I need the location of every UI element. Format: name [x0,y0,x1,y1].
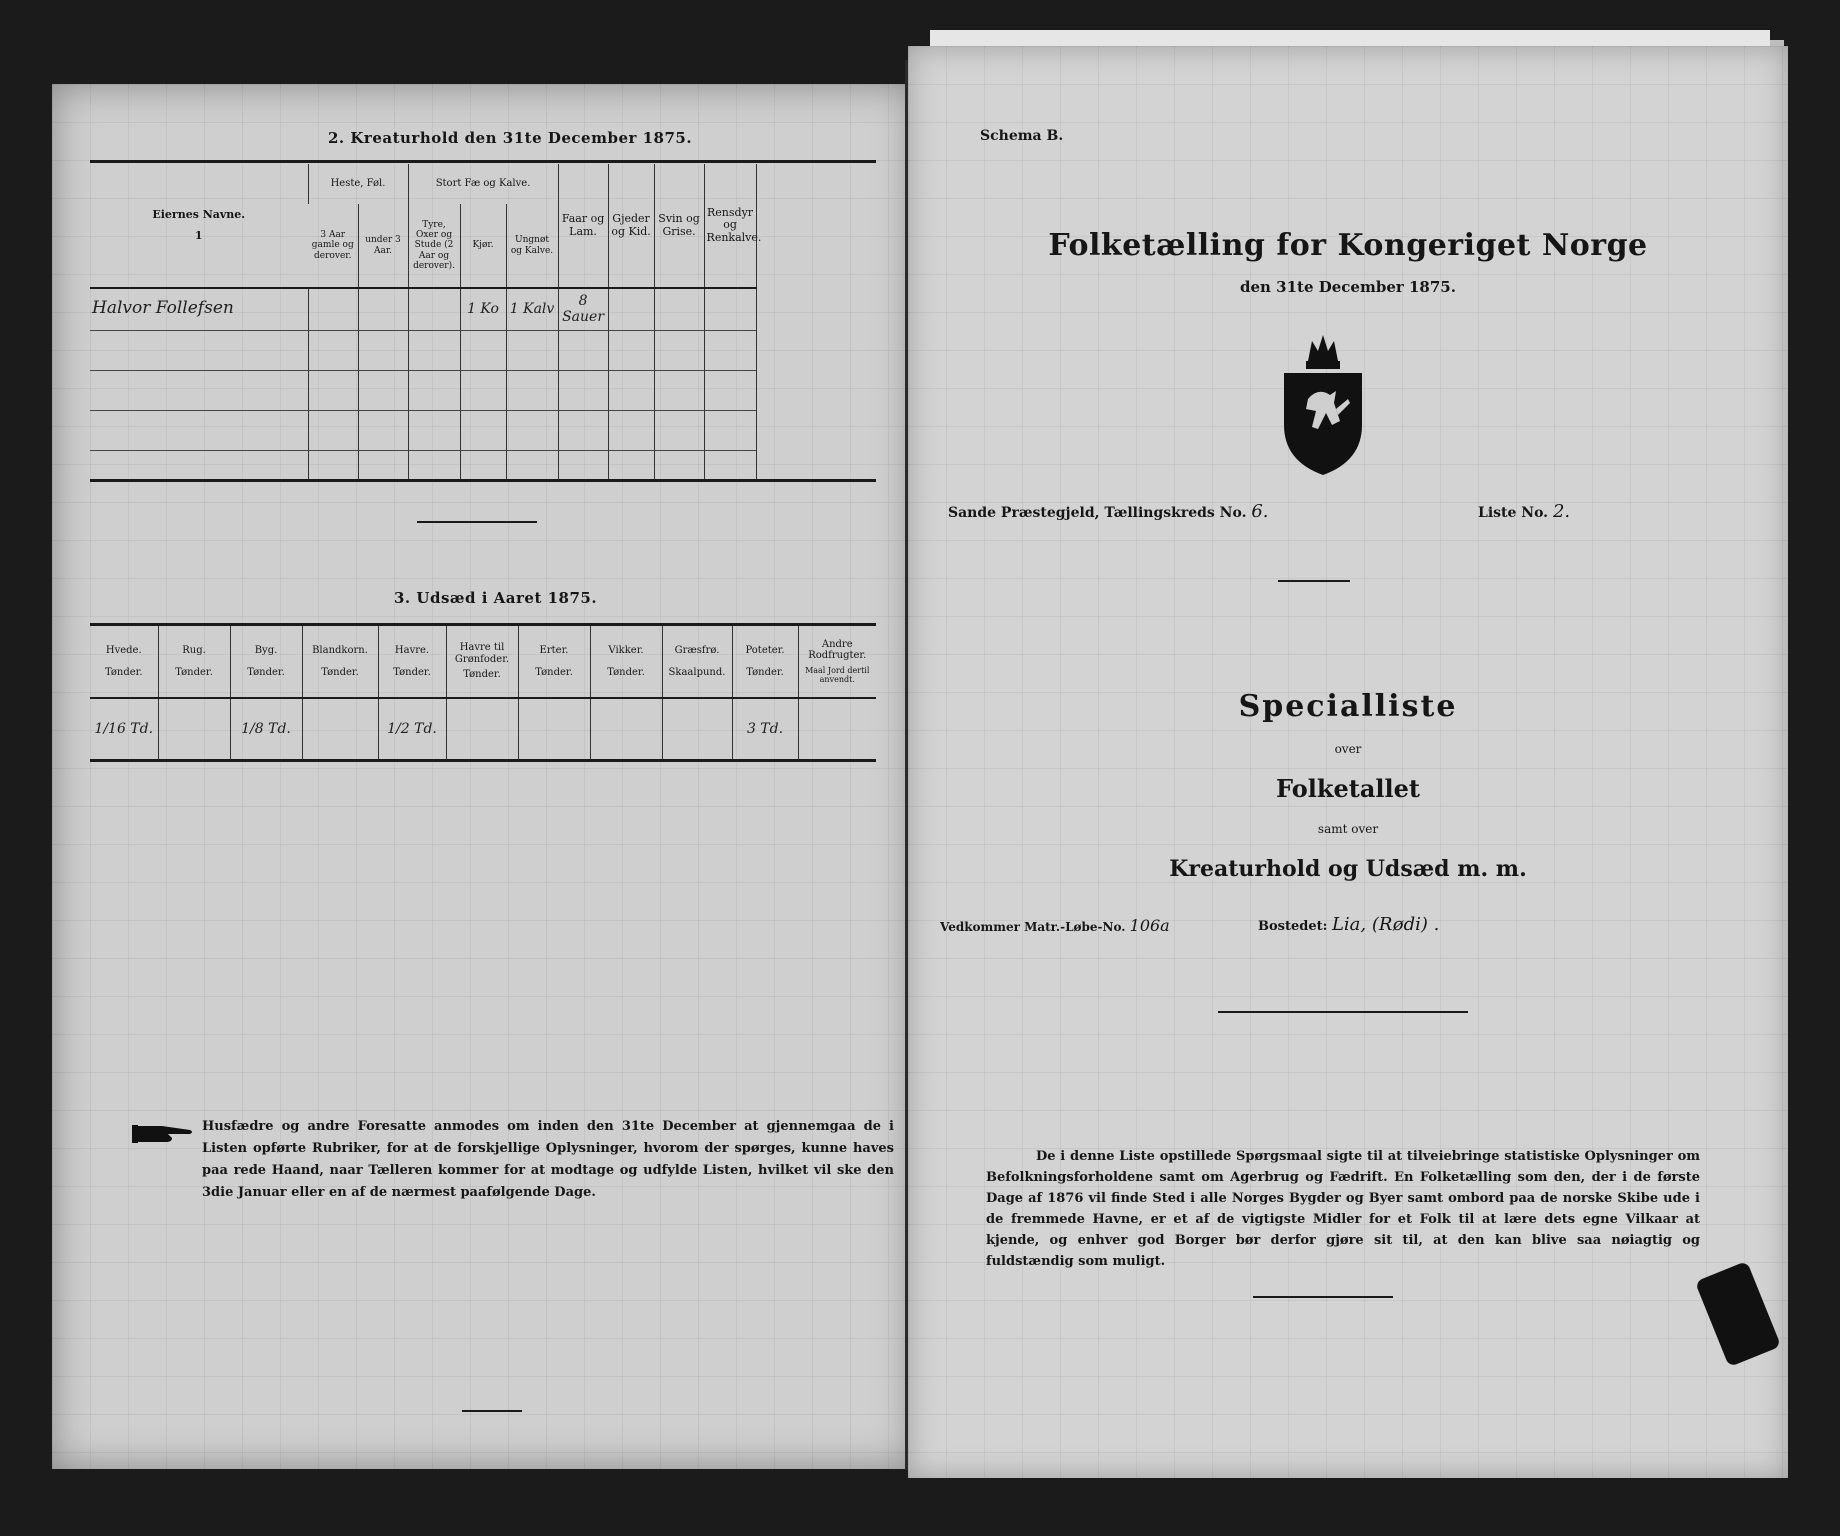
sowing-header-unit: Tønder. [746,666,784,678]
sowing-value-rye [158,698,230,760]
sowing-header-unit: Tønder. [321,666,359,678]
sowing-header-name: Byg. [254,645,278,656]
sowing-header-name: Rug. [182,645,206,656]
subject-title: Kreaturhold og Udsæd m. m. [1169,856,1527,882]
population-title: Folketallet [1276,774,1420,803]
sowing-value-barley: 1/8 Td. [230,698,302,760]
divider-bottom [1253,1296,1393,1298]
goats-cell [608,288,654,330]
sowing-value-potatoes: 3 Td. [732,698,798,760]
sowing-value-oats: 1/2 Td. [378,698,446,760]
cows-header: Kjør. [460,204,506,288]
sowing-header-unit: Tønder. [607,666,645,678]
sowing-header-root-crops [798,626,876,698]
special-list-title: Specialliste [1238,689,1458,724]
samt-over-label: samt over [1317,822,1379,836]
sowing-header-rye [158,626,230,698]
horses-under3-header: under 3 Aar. [358,204,408,288]
district-label: Tællingskreds No. [1104,505,1247,521]
sowing-header-name: Andre Rodfrugter. [808,638,867,662]
sowing-header-wheat [90,626,158,698]
sowing-header-unit: Skaalpund. [668,666,726,678]
sowing-header-name: Blandkorn. [312,645,368,656]
sowing-header-name: Græsfrø. [674,645,720,656]
young-cattle-header: Ungnøt og Kalve. [506,204,558,288]
list-number: 2. [1552,501,1571,522]
pigs-header: Svin og Grise. [654,164,704,288]
pointing-hand-icon [132,1120,194,1146]
sowing-header-name: Erter. [539,645,569,656]
sowing-header-oats [378,626,446,698]
sheep-cell: 8 Sauer [558,288,608,330]
parish-name: Sande Præstegjeld, [948,505,1100,521]
sowing-header-name: Havre. [394,645,430,656]
sowing-header-name: Vikker. [608,645,644,656]
sowing-header-unit: Maal Jord dertil anvendt. [805,665,870,684]
bulls-header: Tyre, Oxer og Stude (2 Aar og derover). [408,204,460,288]
livestock-top-rule [90,160,876,163]
list-line [1478,501,1570,522]
bosted-label: Bostedet: [1258,919,1328,934]
bulls-cell [408,288,460,330]
sowing-header-mixed-grain [302,626,378,698]
sowing-header-name: Havre til Grønfoder. [454,642,510,665]
parish-line [948,501,1269,522]
sowing-table [90,626,876,762]
census-date: den 31te December 1875. [1240,278,1456,296]
livestock-margin [756,164,876,480]
sowing-value-green-fodder [446,698,518,760]
livestock-title: 2. Kreaturhold den 31te December 1875. [328,129,693,147]
matr-line [940,916,1170,935]
sowing-header-green-fodder [446,626,518,698]
sheep-header: Faar og Lam. [558,164,608,288]
right-page [908,46,1788,1478]
sowing-header-grass-seed [662,626,732,698]
sowing-header-unit: Tønder. [463,669,501,681]
bosted-value: Lia, (Rødi) . [1331,914,1440,935]
horses-3y-cell [308,288,358,330]
goats-header: Gjeder og Kid. [608,164,654,288]
divider-short [1278,580,1350,582]
sowing-header-unit: Tønder. [104,666,143,678]
sowing-value-peas [518,698,590,760]
owner-name-col-number: 1 [194,228,203,242]
sowing-header-name: Hvede. [105,645,142,656]
sowing-header-vetch [590,626,662,698]
divider-mid [1218,1011,1468,1013]
sowing-value-grass-seed [662,698,732,760]
bottom-dash [462,1410,522,1412]
sowing-value-vetch [590,698,662,760]
sowing-header-row [90,626,876,698]
sowing-value-mixed-grain [302,698,378,760]
owner-name-header [90,164,308,288]
owner-name-label: Eiernes Navne. [152,207,246,221]
notice-text: Husfædre og andre Foresatte anmodes om inden den 31te December at gjennemgaa de i Listen opførte Rubriker, for at de forskjellige Oplysninger, hvorom der spørges, kunne haves paa rede Haand, naar Tælleren kommer for at modtage og udfylde Listen, hvilket vil ske den 3die Januar eller en af de nærmest paafølgende Dage. [202,1119,894,1200]
norwegian-coat-of-arms-icon [1278,329,1368,479]
livestock-table [90,164,876,482]
sowing-value-root-crops [798,698,876,760]
sowing-header-unit: Tønder. [247,666,285,678]
horses-group-header: Heste, Føl. [308,164,408,204]
sowing-header-potatoes [732,626,798,698]
over-label-1: over [1334,742,1362,756]
horses-3y-header: 3 Aar gamle og derover. [311,229,354,261]
sowing-header-barley [230,626,302,698]
pigs-cell [654,288,704,330]
section-divider [417,521,537,523]
sowing-header-unit: Tønder. [393,666,431,678]
cattle-group-header: Stort Fæ og Kalve. [408,164,558,204]
matr-number: 106a [1129,916,1170,935]
horses-under3-cell [358,288,408,330]
district-number: 6. [1251,501,1269,522]
footer-text: De i denne Liste opstillede Spørgsmaal sigte til at tilveiebringe statistiske Oplysninger om Befolkningsforholdene samt om Agerbrug og Fædrift. En Folketælling som den, der i de første Dage af 1876 vil finde Sted i alle Norges Bygder og Byer samt ombord paa de norske Skibe ude i de fremmede Havne, er et af de vigtigste Midler for et Folk til at lære dets egne Vilkaar at kjende, og enhver god Borger bør derfor gjøre sit til, at den kan blive saa nøiagtig og fuldstændig som muligt. [986,1149,1700,1269]
sowing-header-name: Poteter. [745,645,785,656]
left-page [52,84,914,1469]
list-label: Liste No. [1478,505,1549,521]
young-cattle-cell: 1 Kalv [506,288,558,330]
schema-label: Schema B. [980,128,1064,144]
sowing-header-peas [518,626,590,698]
matr-label: Vedkommer Matr.-Løbe-No. [940,920,1126,934]
bosted-line [1258,914,1439,935]
sowing-header-unit: Tønder. [175,666,213,678]
sowing-header-unit: Tønder. [535,666,573,678]
reindeer-cell [704,288,756,330]
owner-name-cell: Halvor Follefsen [92,298,234,319]
reindeer-header: Rensdyr og Renkalve. [704,164,756,288]
sowing-values-row [90,698,876,760]
census-title: Folketælling for Kongeriget Norge [1048,228,1648,263]
sowing-title: 3. Udsæd i Aaret 1875. [394,589,598,607]
cows-cell: 1 Ko [460,288,506,330]
sowing-value-wheat: 1/16 Td. [94,720,154,737]
